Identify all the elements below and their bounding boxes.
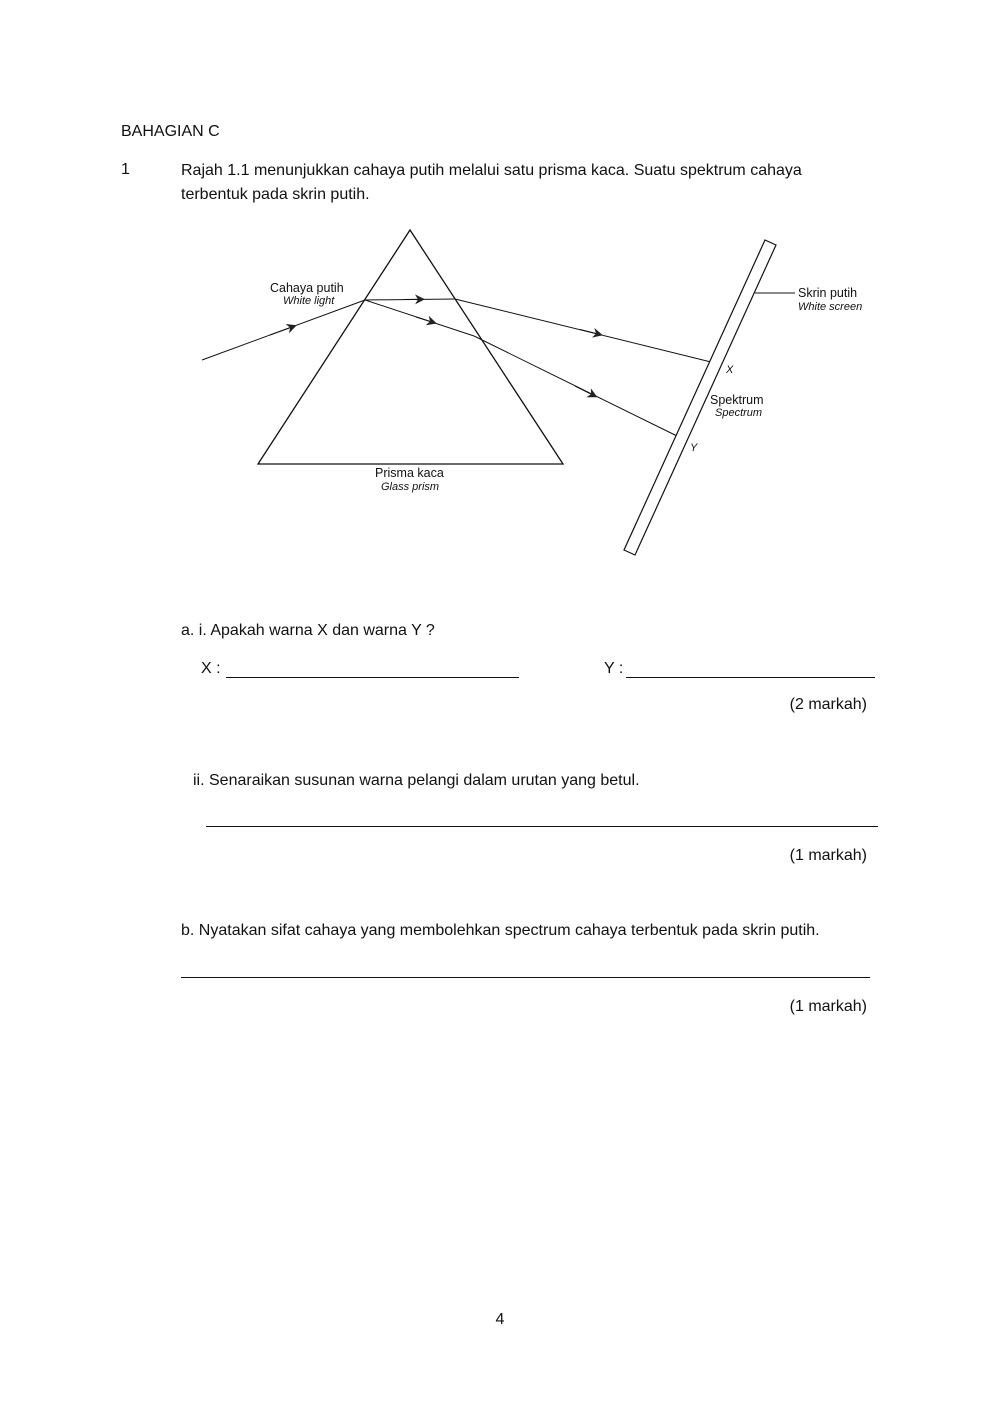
answer-y-field[interactable]: [626, 677, 875, 678]
answer-b-field[interactable]: [181, 977, 870, 978]
answer-a-ii-field[interactable]: [206, 826, 878, 827]
marks-a-ii: (1 markah): [789, 847, 867, 864]
answer-y-label: Y :: [604, 660, 624, 677]
screen-label-en: White screen: [798, 301, 863, 313]
answer-x-label: X :: [201, 660, 221, 677]
marks-a-i: (2 markah): [789, 696, 867, 713]
screen-label: Skrin putih: [798, 286, 858, 300]
prism-label: Prisma kaca: [375, 466, 444, 480]
point-x-label: X: [726, 364, 734, 376]
question-number: 1: [121, 161, 130, 178]
prism-label-en: Glass prism: [381, 481, 440, 493]
point-y-label: Y: [690, 442, 698, 454]
question-b: b. Nyatakan sifat cahaya yang membolehkan spectrum cahaya terbentuk pada skrin putih.: [181, 922, 820, 939]
white-light-label: Cahaya putih: [270, 281, 344, 295]
question-a-ii: ii. Senaraikan susunan warna pelangi dalam urutan yang betul.: [193, 772, 640, 789]
white-light-label-en: White light: [283, 295, 335, 307]
marks-b: (1 markah): [789, 998, 867, 1015]
answer-x-field[interactable]: [226, 677, 519, 678]
spectrum-label: Spektrum: [710, 393, 764, 407]
question-intro: Rajah 1.1 menunjukkan cahaya putih melalui satu prisma kaca. Suatu spektrum cahaya terbentuk pada skrin putih.: [181, 162, 802, 203]
glass-prism: [258, 230, 563, 464]
page-number: 4: [495, 1311, 505, 1328]
spectrum-label-en: Spectrum: [715, 407, 763, 419]
section-title: BAHAGIAN C: [121, 123, 220, 140]
question-a-i: a. i. Apakah warna X dan warna Y ?: [181, 622, 435, 639]
